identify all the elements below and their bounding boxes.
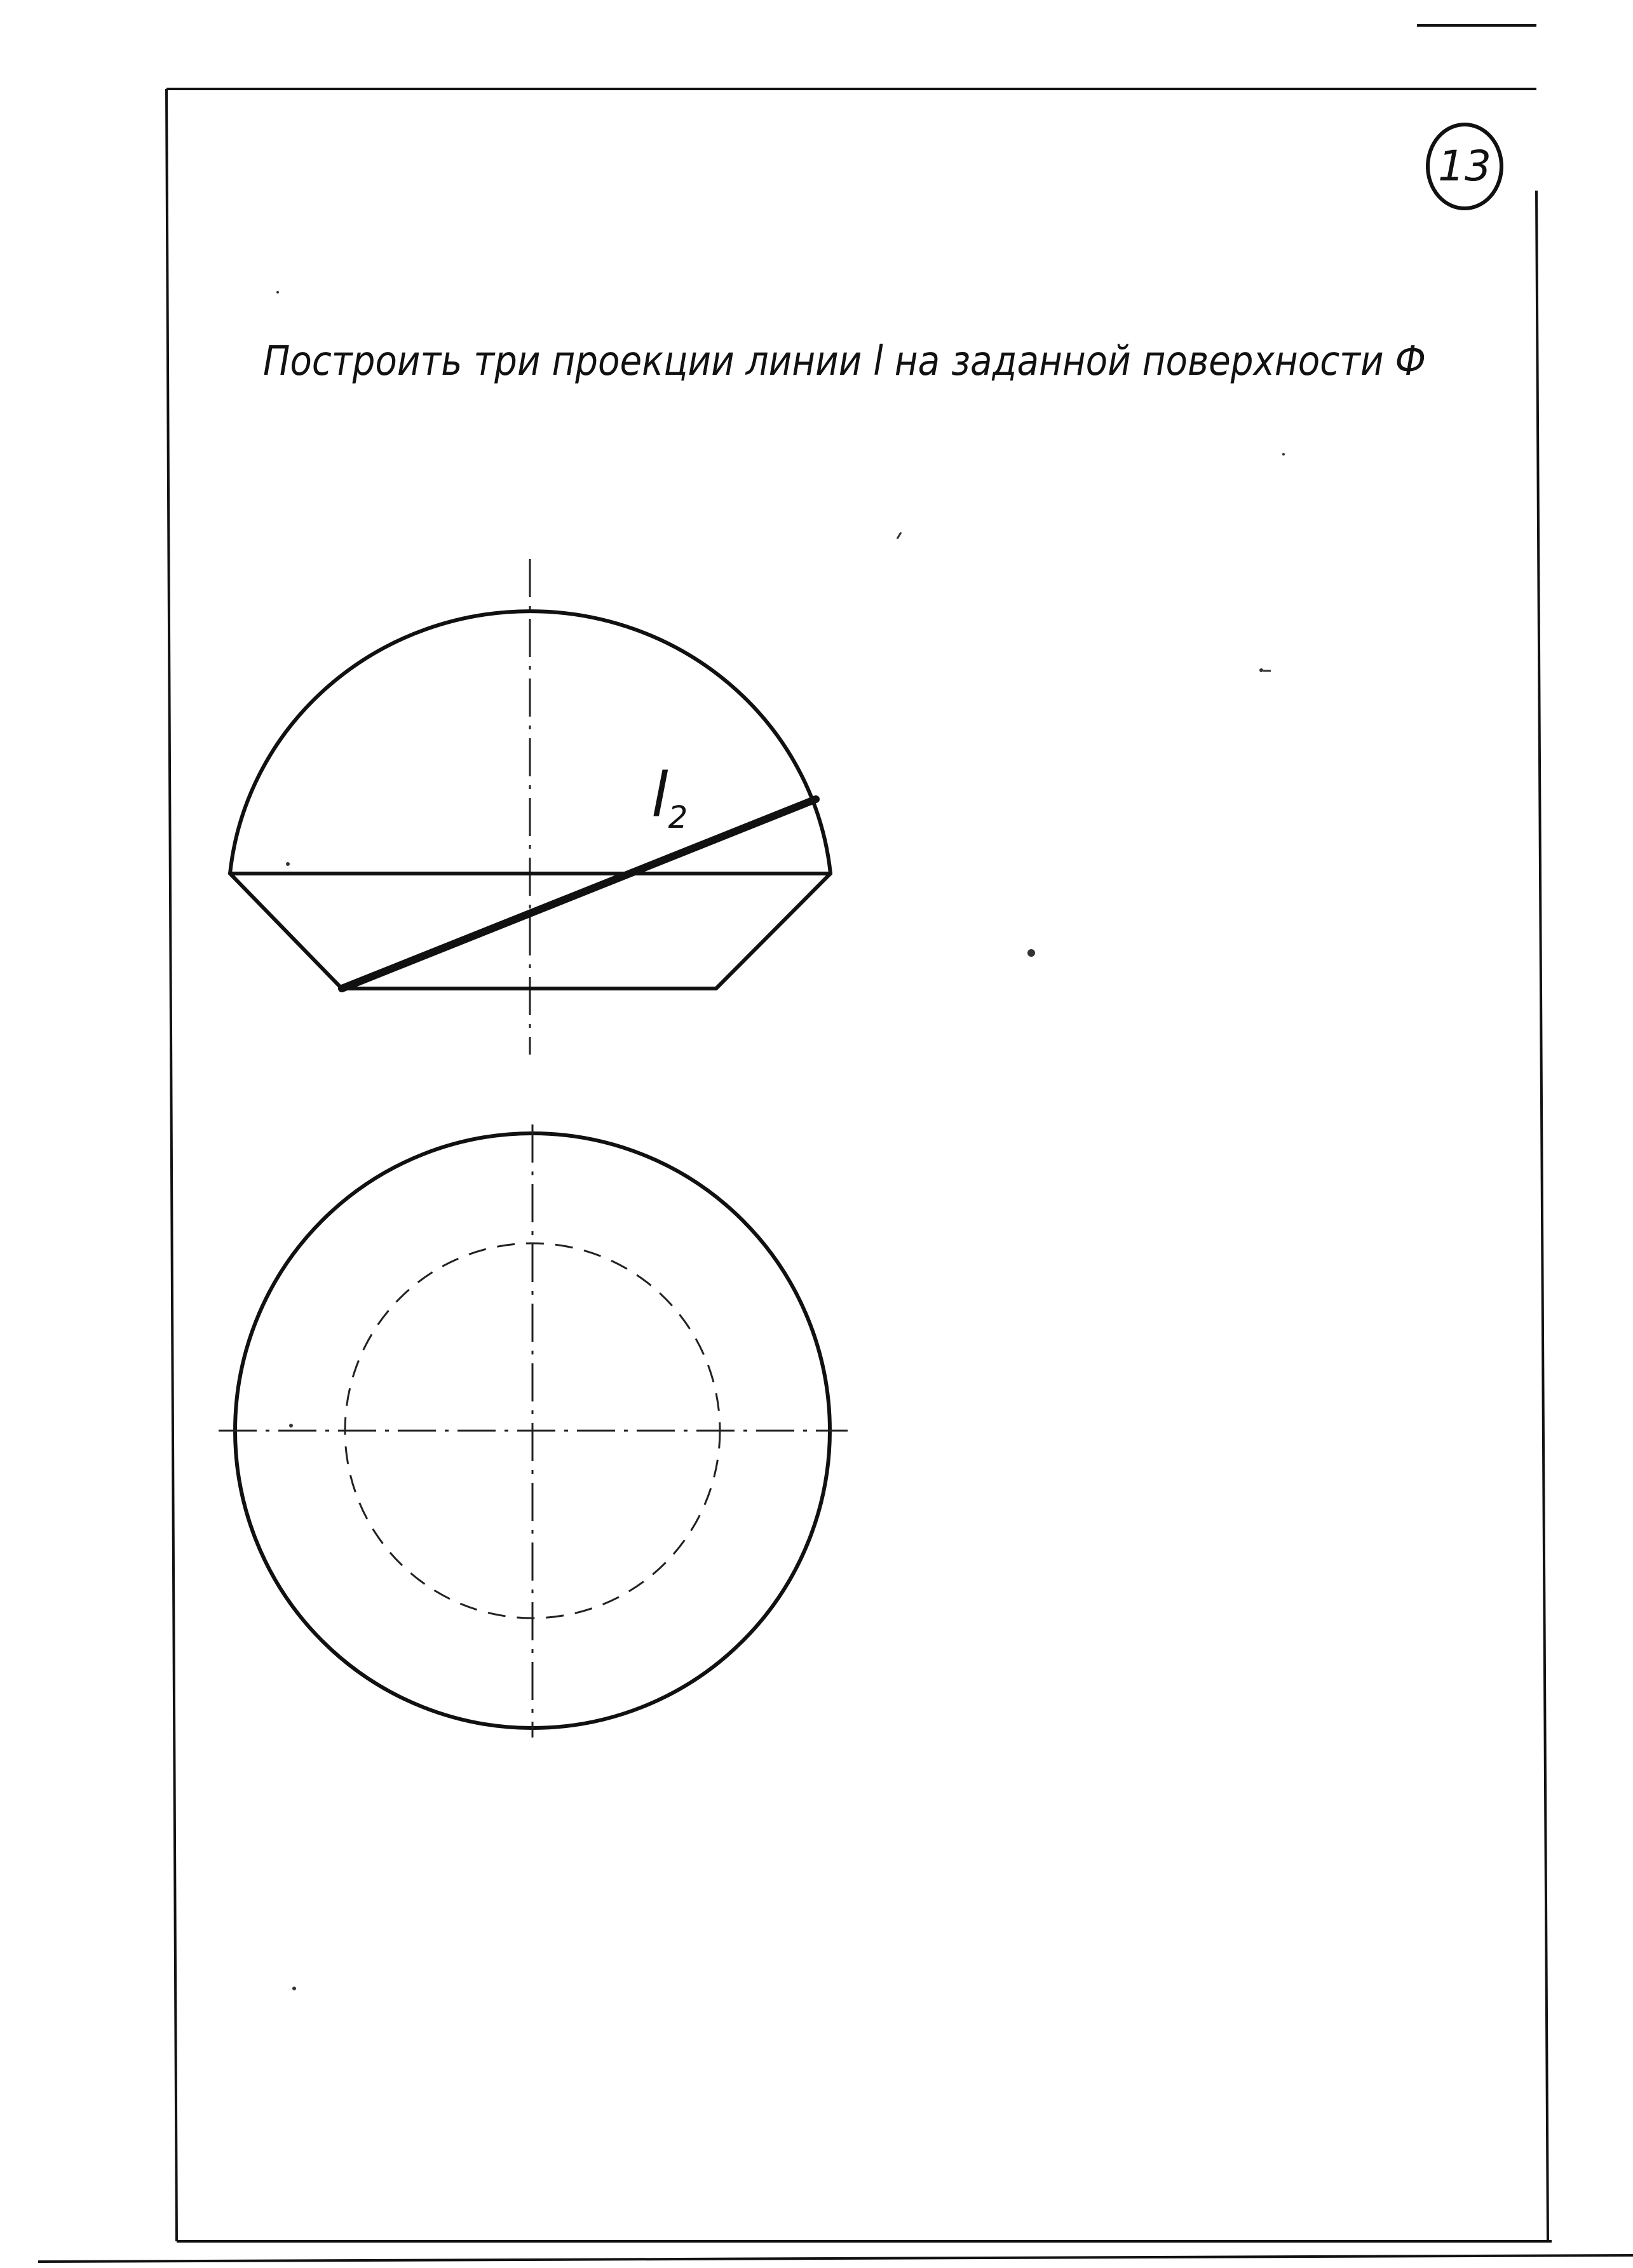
task-title: Построить три проекции линии l на заданной поверхности Ф xyxy=(263,338,1426,385)
line-l2-label-letter: l xyxy=(651,760,668,831)
sheet-number: 13 xyxy=(1438,142,1491,191)
line-l2-label-index: 2 xyxy=(668,800,688,835)
